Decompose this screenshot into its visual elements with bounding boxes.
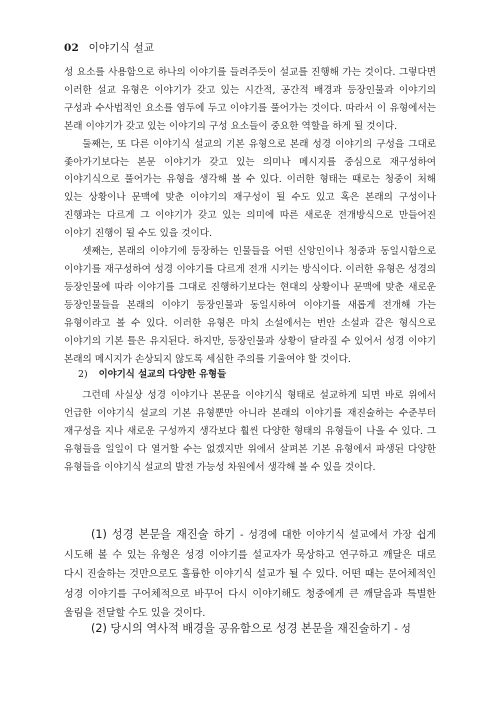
item-lead: (1) 성경 본문을 재진술 하기 (91, 528, 236, 541)
paragraph: 둘째는, 또 다른 이야기식 설교의 기본 유형으로 본래 성경 이야기의 구성을 그대로 좇아가기보다는 본문 이야기가 갖고 있는 의미나 메시지를 중심으로 재구성하여 이야기식으로 풀어가는 유형을 생각해 볼 수 있다. 이러한 형태는 때로는 청중이 처해 있는 상황이나 문맥에 맞춘 이야기의 재구성이 될 수도 있고 혹은 본래의 구성이나 진행과는 다르게 그 이야기가 갖고 있는 의미에 따른 새로운 전개방식으로 만들어진 이야기 진행이 될 수도 있을 것이다. (64, 138, 436, 240)
subsection-body (64, 387, 436, 477)
paragraph: 셋째는, 본래의 이야기에 등장하는 인물들을 어떤 신앙인이나 청중과 동일시함으로 이야기를 재구성하여 성경 이야기를 다르게 전개 시키는 방식이다. 이러한 유형은 성경의 등장인물에 따라 이야기를 그대로 진행하기보다는 현대의 상황이나 문맥에 맞춘 새로운 등장인물들을 본래의 이야기 등장인물과 동일시하여 이야기를 새롭게 전개해 가는 유형이라고 볼 수 있다. 이러한 유형은 마치 소설에서는 번안 소설과 같은 형식으로 이야기의 기본 틀은 유지된다. 하지만, 등장인물과 상황이 달라질 수 있어서 성경 이야기 본래의 메시지가 손상되지 않도록 세심한 주의를 기울여야 할 것이다. (64, 246, 436, 365)
item-text: - 성 (391, 624, 411, 635)
type-item-2 (64, 619, 436, 640)
subsection-label: 이야기식 설교의 다양한 유형들 (98, 369, 227, 380)
paragraph: 그런데 사실상 성경 이야기나 본문을 이야기식 형태로 설교하게 되면 바로 위에서 언급한 이야기식 설교의 기본 유형뿐만 아니라 본래의 이야기를 재진술하는 수준부터 재구성을 지나 새로운 구성까지 생각보다 훨씬 다양한 형태의 유형들이 나올 수 있다. 그 유형들을 일일이 다 열거할 수는 없겠지만 위에서 살펴본 기본 유형에서 파생된 다양한 유형들을 이야기식 설교의 발전 가능성 차원에서 생각해 볼 수 있을 것이다. (64, 390, 436, 473)
type-item-1 (64, 525, 436, 624)
page-number: 02 (64, 42, 80, 54)
subsection-number: 2) (78, 369, 88, 380)
running-header (64, 40, 154, 55)
subsection-heading (78, 366, 226, 380)
intro-section (64, 64, 436, 368)
item-text: - 성경에 대한 이야기식 설교에서 가장 쉽게 시도해 볼 수 있는 유형은 성경 이야기를 설교자가 묵상하고 연구하고 깨달은 대로 다시 진술하는 것만으로도 훌륭한 이야기식 설교가 될 수 있다. 어떤 때는 문어체적인 성경 이야기를 구어체적으로 바꾸어 다시 이야기해도 청중에게 큰 깨달음과 특별한 울림을 전달할 수도 있을 것이다. (64, 530, 436, 620)
paragraph: 성 요소를 사용함으로 하나의 이야기를 들려주듯이 설교를 진행해 가는 것이다. 그렇다면 이러한 설교 유형은 이야기가 갖고 있는 시간적, 공간적 배경과 등장인물과 이야기의 구성과 수사법적인 요소를 염두에 두고 이야기를 풀어가는 것이다. 따라서 이 유형에서는 본래 이야기가 갖고 있는 이야기의 구성 요소들이 중요한 역할을 하게 될 것이다. (64, 67, 436, 132)
chapter-title: 이야기식 설교 (88, 42, 155, 54)
item-lead: (2) 당시의 역사적 배경을 공유함으로 성경 본문을 재진술하기 (91, 622, 392, 635)
